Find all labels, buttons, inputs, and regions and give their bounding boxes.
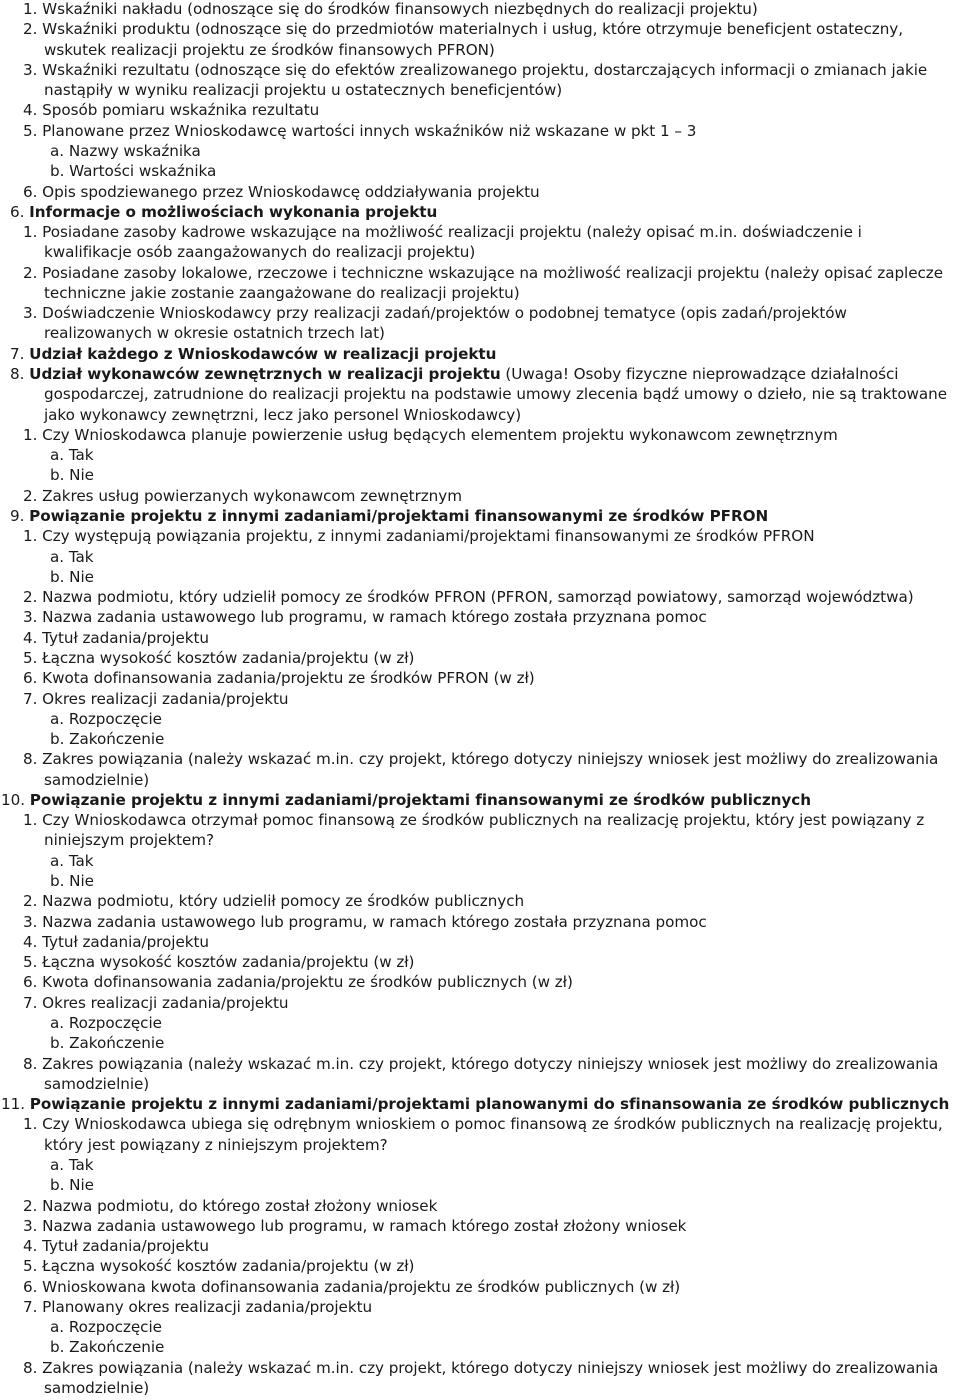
list-item-line [44,283,520,303]
line-text: niniejszym projektem? [44,831,215,850]
heading-text: Udział każdego z Wnioskodawców w realizacji projektu [29,344,497,363]
item-number: 2. [23,588,38,607]
item-number: 8. [23,750,38,769]
list-item-line [23,587,914,607]
heading-text: Powiązanie projektu z innymi zadaniami/projektami finansowanymi ze środków PFRON [29,507,769,525]
line-text: Nazwa zadania ustawowego lub programu, w ramach którego została przyznana pomoc [42,608,707,627]
list-item-line [23,993,288,1013]
list-item-line [44,1074,149,1094]
item-number: b. [50,466,65,485]
line-text: Rozpoczęcie [68,1318,162,1337]
item-number: 1. [23,223,38,242]
item-number: 6. [23,669,38,688]
item-number: 4. [23,628,38,647]
sub-option-line [50,141,201,161]
item-number: 6. [23,973,38,992]
item-number: 3. [23,304,38,323]
item-number: 5. [23,121,38,140]
list-item-line [23,648,414,668]
line-text: gospodarczej, zatrudnione do realizacji projektu na podstawie umowy zlecenia bądź umowy o dzieło, nie są traktowane [44,385,948,404]
item-number: 6. [23,1277,38,1296]
line-text: Tak [68,851,94,870]
item-number: b. [50,162,65,181]
line-text: Nie [69,466,94,485]
line-text: Zakończenie [69,1034,165,1053]
section-heading [1,790,811,810]
sub-option-line [50,1317,162,1337]
line-text: Nazwa podmiotu, do którego został złożony wniosek [42,1196,438,1215]
line-text: Czy Wnioskodawca otrzymał pomoc finansową ze środków publicznych na realizację projektu, który jest powiązany z [42,811,925,830]
list-item-line [23,628,209,648]
line-text: Posiadane zasoby kadrowe wskazujące na możliwość realizacji projektu (należy opisać m.in. doświadczenie i [42,223,862,242]
line-text: Rozpoczęcie [68,1014,162,1032]
item-number: 7. [23,993,38,1012]
item-number: 6. [10,202,25,221]
line-text: Sposób pomiaru wskaźnika rezultatu [42,101,320,120]
list-item-line [23,668,535,688]
list-item-line [23,222,862,242]
line-text: Tak [68,446,94,465]
item-number: 3. [23,60,38,79]
item-number: a. [50,1014,65,1032]
list-item-line [23,100,319,120]
line-text: Nazwa podmiotu, który udzielił pomocy ze środków publicznych [42,892,525,911]
line-text: Zakres powiązania (należy wskazać m.in. czy projekt, którego dotyczy niniejszy wniosek jest możliwy do zrealizowania [42,1358,939,1377]
sub-option-line [50,1175,94,1195]
item-number: a. [50,851,65,870]
item-number: 2. [23,263,38,282]
sub-option-line [50,1013,162,1033]
line-text: Zakres powiązania (należy wskazać m.in. czy projekt, którego dotyczy niniejszy wniosek jest możliwy do zrealizowania [42,1054,939,1073]
line-text: Czy Wnioskodawca planuje powierzenie usług będących elementem projektu wykonawcom zewnętrznym [42,425,838,444]
sub-option-line [50,1033,164,1053]
item-number: 5. [23,648,38,667]
item-number: 4. [23,1237,38,1256]
item-number: a. [50,446,65,465]
section-heading [10,202,437,222]
list-item-line [23,1054,938,1074]
section-heading [10,344,496,364]
sub-option-line [50,851,94,871]
line-text: Planowany okres realizacji zadania/projektu [42,1297,373,1316]
item-number: a. [50,1155,65,1174]
sub-option-line [50,871,94,891]
line-text: Nie [69,872,94,891]
sub-option-line [50,445,94,465]
item-number: b. [50,1338,65,1357]
line-text: Opis spodziewanego przez Wnioskodawcę oddziaływania projektu [42,182,540,201]
item-number: 8. [23,1054,38,1073]
item-number: 1. [23,527,38,546]
line-text: samodzielnie) [44,1074,150,1093]
line-text: Tytuł zadania/projektu [42,628,209,647]
sub-option-line [50,1337,164,1357]
line-text: Czy występują powiązania projektu, z innymi zadaniami/projektami finansowanymi ze środków PFRON [42,527,815,546]
item-number: 1. [23,1115,38,1134]
item-number: 11. [1,1095,26,1114]
item-number: a. [50,1318,65,1337]
line-text: Zakończenie [69,730,165,749]
line-text: Zakres powiązania (należy wskazać m.in. czy projekt, którego dotyczy niniejszy wniosek jest możliwy do zrealizowania [42,750,939,769]
line-text: Okres realizacji zadania/projektu [42,993,289,1012]
line-text: Okres realizacji zadania/projektu [42,689,289,708]
list-item-line [23,121,696,141]
line-text: Łączna wysokość kosztów zadania/projektu (w zł) [42,1257,415,1276]
list-item-line [44,80,562,100]
list-item-line [23,932,209,952]
list-item-line [23,60,927,80]
sub-option-line [50,567,94,587]
item-number: 2. [23,892,38,911]
list-item-line [23,1297,372,1317]
item-number: 2. [23,20,38,39]
heading-text: Powiązanie projektu z innymi zadaniami/projektami planowanymi do sfinansowania ze środków publicznych [29,1095,950,1114]
list-item-line [23,1216,686,1236]
line-text: Nazwa zadania ustawowego lub programu, w ramach którego została przyznana pomoc [42,912,707,931]
heading-text: Udział wykonawców zewnętrznych w realizacji projektu [29,365,501,384]
item-number: 6. [23,182,38,201]
list-item-line [44,1135,388,1155]
line-text: Wskaźniki nakładu (odnoszące się do środków finansowych niezbędnych do realizacji projektu) [42,0,758,18]
item-number: 7. [10,344,25,363]
line-text: Kwota dofinansowania zadania/projektu ze środków PFRON (w zł) [42,669,535,688]
item-number: a. [50,141,65,160]
list-item-line [23,749,938,769]
item-number: 3. [23,1216,38,1235]
line-text: (Uwaga! Osoby fizyczne nieprowadzące działalności [500,365,899,384]
line-text: Tytuł zadania/projektu [42,1237,209,1256]
line-text: Planowane przez Wnioskodawcę wartości innych wskaźników niż wskazane w pkt 1 – 3 [42,121,697,140]
item-number: b. [50,1034,65,1053]
line-text: Nazwa zadania ustawowego lub programu, w ramach którego został złożony wniosek [42,1216,687,1235]
item-number: b. [50,1176,65,1195]
line-text: Nie [69,567,94,586]
list-item-line [44,40,495,60]
line-text: techniczne jakie zostanie zaangażowane do realizacji projektu) [44,283,520,302]
line-text: Wskaźniki rezultatu (odnoszące się do efektów zrealizowanego projektu, dostarczających informacji o zmianach jakie [42,60,928,79]
item-number: 3. [23,912,38,931]
list-item-line [23,182,540,202]
sub-option-line [50,465,94,485]
line-text: Wskaźniki produktu (odnoszące się do przedmiotów materialnych i usług, które otrzymuje beneficjent ostateczny, [42,20,903,39]
line-text: samodzielnie) [44,770,150,789]
line-text: Łączna wysokość kosztów zadania/projektu (w zł) [42,953,415,972]
item-number: 7. [23,689,38,708]
list-item-line [23,972,573,992]
sub-option-line [50,1155,94,1175]
list-item-line [23,1114,943,1134]
item-number: b. [50,872,65,891]
item-number: 5. [23,953,38,972]
line-text: samodzielnie) [44,1379,150,1398]
sub-option-line [50,709,162,729]
sub-option-line [50,161,216,181]
list-item-line [23,425,838,445]
list-item-line [23,1236,209,1256]
line-text: który jest powiązany z niniejszym projektem? [44,1135,388,1154]
item-number: 1. [23,0,38,18]
line-text: wskutek realizacji projektu ze środków finansowych PFRON) [44,40,495,59]
line-text: Rozpoczęcie [68,709,162,728]
list-item-line [23,1358,938,1378]
list-item-line [23,1277,680,1297]
item-number: 8. [10,365,25,384]
list-item-line [44,770,149,790]
line-text: Wartości wskaźnika [69,162,217,181]
item-number: b. [50,730,65,749]
sub-option-line [50,547,94,567]
list-item-line [23,912,707,932]
line-text: Tytuł zadania/projektu [42,932,209,951]
item-number: 7. [23,1297,38,1316]
list-item-line [23,952,414,972]
list-item-line [23,1256,414,1276]
heading-text: Powiązanie projektu z innymi zadaniami/projektami finansowanymi ze środków publicznych [29,790,811,809]
item-number: 2. [23,1196,38,1215]
line-text: Nazwa podmiotu, który udzielił pomocy ze środków PFRON (PFRON, samorząd powiatowy, samorząd województwa) [42,588,914,607]
item-number: 4. [23,932,38,951]
item-number: b. [50,567,65,586]
item-number: 10. [1,790,26,809]
list-item-line [23,19,903,39]
list-item-line [44,384,947,404]
item-number: 3. [23,608,38,627]
list-item-line [23,607,707,627]
list-item-line [44,830,214,850]
list-item-line [44,405,521,425]
section-heading [10,506,768,526]
list-item-line [23,0,758,19]
line-text: Tak [68,547,94,566]
line-text: Zakres usług powierzanych wykonawcom zewnętrznym [42,486,462,505]
list-item-line [23,891,524,911]
item-number: 2. [23,486,38,505]
line-text: Tak [68,1155,94,1174]
item-number: a. [50,709,65,728]
list-item-line [44,1378,149,1398]
item-number: 1. [23,811,38,830]
heading-text: Informacje o możliwościach wykonania projektu [29,202,438,221]
line-text: Doświadczenie Wnioskodawcy przy realizacji zadań/projektów o podobnej tematyce (opis zadań/projektów [42,304,847,323]
line-text: realizowanych w okresie ostatnich trzech lat) [44,324,385,343]
list-item-line [23,263,943,283]
item-number: 1. [23,425,38,444]
item-number: 5. [23,1257,38,1276]
item-number: 9. [10,507,25,525]
list-item-line [23,526,815,546]
line-text: Kwota dofinansowania zadania/projektu ze środków publicznych (w zł) [42,973,573,992]
line-text: Czy Wnioskodawca ubiega się odrębnym wnioskiem o pomoc finansową ze środków publicznych na realizację projektu, [42,1115,943,1134]
list-item-line [44,323,385,343]
line-text: Łączna wysokość kosztów zadania/projektu (w zł) [42,648,415,667]
line-text: kwalifikacje osób zaangażowanych do realizacji projektu) [44,243,476,262]
line-text: jako wykonawcy zewnętrzni, lecz jako personel Wnioskodawcy) [44,405,522,424]
item-number: 4. [23,101,38,120]
list-item-line [23,1196,437,1216]
list-item-line [44,242,475,262]
list-item-line [23,486,462,506]
list-item-line [23,689,288,709]
list-item-line [23,303,847,323]
line-text: nastąpiły w wyniku realizacji projektu u ostatecznych beneficjentów) [44,81,563,100]
section-heading [10,364,898,384]
item-number: a. [50,547,65,566]
line-text: Wnioskowana kwota dofinansowania zadania/projektu ze środków publicznych (w zł) [42,1277,681,1296]
section-heading [1,1094,949,1114]
line-text: Nazwy wskaźnika [68,141,201,160]
line-text: Posiadane zasoby lokalowe, rzeczowe i techniczne wskazujące na możliwość realizacji projektu (należy opisać zaplecze [42,263,944,282]
item-number: 8. [23,1358,38,1377]
list-item-line [23,810,924,830]
line-text: Zakończenie [69,1338,165,1357]
sub-option-line [50,729,164,749]
line-text: Nie [69,1176,94,1195]
